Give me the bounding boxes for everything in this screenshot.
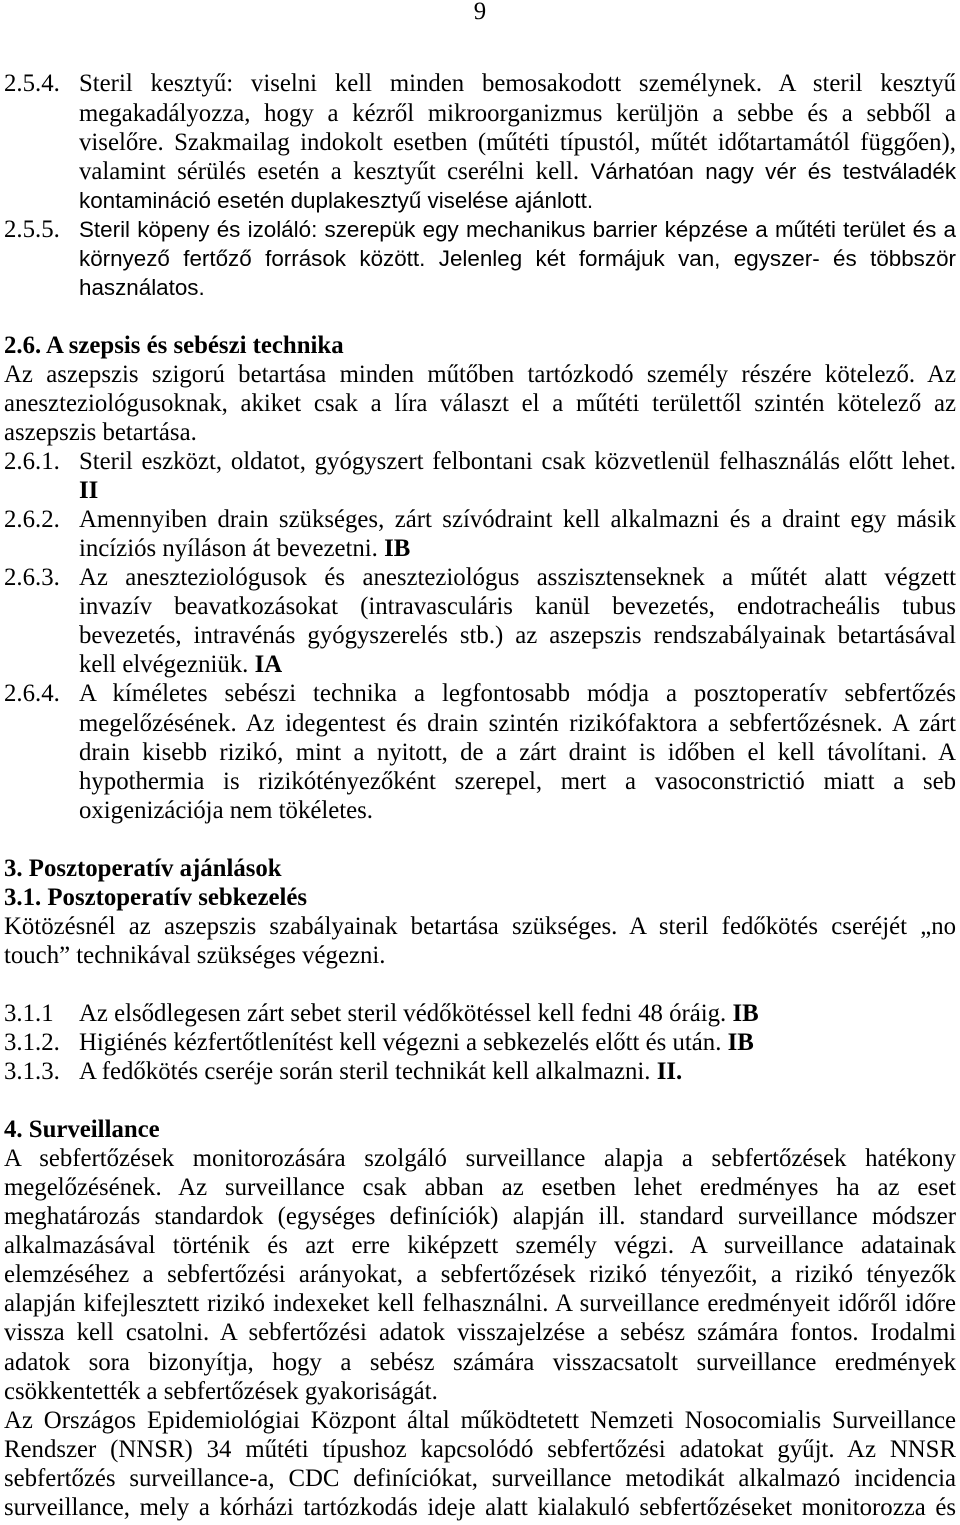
line-text: valamint sérülés esetén a kesztyűt cserélni kell. [79,157,580,185]
line-text: környező fertőző források között. Jelenleg két formájuk van, egyszer- és többször [79,245,956,271]
text-line [4,128,956,157]
line-text: invazív beavatkozásokat (intravasculáris kanül bevezetés, endotracheális tubus [79,593,956,621]
blank-line [4,302,956,331]
evidence-grade: IB [384,535,411,563]
line-text: Az aneszteziológusok és aneszteziológus asszisztenseknek a műtét alatt végzett [79,564,956,592]
line-text: kell elvégezniük. [79,651,249,679]
item-number: 2.5.5. [4,215,60,243]
text-line [4,1260,956,1289]
line-text: Várhatóan nagy vér és testváladék [590,158,957,184]
text-line [4,186,956,215]
line-text: alkalmazásával történik és azt erre kiképzett személy végzi. A surveillance adatainak [4,1232,956,1260]
evidence-grade: IB [727,1029,754,1057]
line-text: oxigenizációja nem tökéletes. [79,796,374,824]
line-text: incíziós nyíláson át bevezetni. [79,535,378,563]
text-line [4,1028,956,1057]
evidence-grade: II. [656,1058,683,1086]
line-text: Steril kesztyű: viselni kell minden bemosakodott személynek. A steril kesztyű [79,70,956,98]
text-line [4,796,956,825]
line-text: csökkentették a sebfertőzések gyakoriságát. [4,1377,438,1405]
text-line [4,534,956,563]
text-line [4,941,956,970]
text-line [4,883,956,912]
text-line [4,767,956,796]
page-number: 9 [473,0,487,25]
text-line [4,1144,956,1173]
line-text: drain kisebb rizikó, mint a nyitott, de a zárt draint is időben el kell távolítani. A [79,738,956,766]
evidence-grade: IA [254,651,283,679]
blank-line [4,825,956,854]
text-line [4,418,956,447]
line-text: használatos. [79,274,205,300]
text-line [4,1406,956,1435]
item-number: 2.5.4. [4,70,60,98]
line-text: Kötözésnél az aszepszis szabályainak betartása szükséges. A steril fedőkötés cseréjét „no [4,912,956,940]
line-text: Rendszer (NNSR) 34 műtéti típushoz kapcsolódó sebfertőzési adatokat gyűjt. Az NNSR [4,1435,956,1463]
line-text: aszepszis betartása. [4,419,197,447]
text-line [4,447,956,476]
text-line [4,650,956,679]
text-line [4,1173,956,1202]
item-number: 2.6.1. [4,448,60,476]
text-line [4,999,956,1028]
text-line [4,1057,956,1086]
text-line [4,157,956,186]
line-text: kontamináció esetén duplakesztyű viselése ajánlott. [79,187,594,213]
item-number: 2.6.3. [4,564,60,592]
line-text: alapján kifejlesztett rizikó indexeket kell felhasználni. A surveillance eredményeit időről időre [4,1290,956,1318]
line-text: sebfertőzés surveillance-a, CDC definíciókat, surveillance metodikát alkalmazó incidencia [4,1464,956,1492]
text-line [4,1348,956,1377]
item-number: 3.1.1 [4,999,54,1027]
line-text: megelőzésének. Az surveillance csak abban az esetben lehet eredményes ha az eset [4,1174,956,1202]
text-line [4,244,956,273]
evidence-grade: II [79,477,99,505]
item-number: 3.1.2. [4,1029,60,1057]
text-line [4,360,956,389]
text-line [4,1231,956,1260]
evidence-grade: IB [732,999,759,1027]
section-heading: 3. Posztoperatív ajánlások [4,854,282,882]
line-text: A fedőkötés cseréje során steril technikát kell alkalmazni. [79,1058,651,1086]
blank-line [4,970,956,999]
line-text: Az aszepszis szigorú betartása minden műtőben tartózkodó személy részére kötelező. Az [4,360,956,388]
text-line [4,854,956,883]
text-line [4,389,956,418]
line-text: A sebfertőzések monitorozására szolgáló surveillance alapja a sebfertőzések hatékony [4,1145,956,1173]
text-line [4,621,956,650]
text-line [4,1289,956,1318]
text-line [4,69,956,98]
line-text: Amennyiben drain szükséges, zárt szívódraint kell alkalmazni és a draint egy másik [79,506,956,534]
line-text: hypothermia is rizikótényezőként szerepel, mert a vasoconstrictió miatt a seb [79,767,956,795]
text-line [4,1464,956,1493]
text-line [4,476,956,505]
text-line [4,1115,956,1144]
text-line [4,563,956,592]
item-number: 2.6.4. [4,680,60,708]
line-text: adatok sora bizonyítja, hogy a sebész számára visszacsatolt surveillance eredmények [4,1348,956,1376]
line-text: megakadályozza, hogy a kézről mikroorganizmus kerüljön a sebbe és a sebből a [79,99,956,127]
item-number: 2.6.2. [4,506,60,534]
line-text: meghatározás standardok (egységes definíciók) alapján ill. standard surveillance módszer [4,1203,956,1231]
line-text: megelőzésének. Az idegentest és drain szintén rizikófaktora a sebfertőzésnek. A zárt [79,709,956,737]
text-line [4,273,956,302]
text-line [4,1318,956,1347]
text-line [4,912,956,941]
line-text: surveillance, mely a kórházi tartózkodás ideje alatt kialakuló sebfertőzéseket monitorozza és [4,1493,956,1521]
text-line [4,592,956,621]
blank-line [4,1086,956,1115]
line-text: viselőre. Szakmailag indokolt esetben (műtéti típustól, műtét időtartamától függően), [79,128,956,156]
line-text: A kíméletes sebészi technika a legfontosabb módja a posztoperatív sebfertőzés [79,680,956,708]
text-line [4,1493,956,1522]
text-line [4,738,956,767]
line-text: elemzéséhez a sebfertőzési arányokat, a sebfertőzések rizikó tényezőit, a rizikó tényezők [4,1261,956,1289]
text-line [4,505,956,534]
text-line [4,1377,956,1406]
line-text: Steril köpeny és izoláló: szerepük egy mechanikus barrier képzése a műtéti terület és a [79,216,956,242]
subsection-heading: 3.1. Posztoperatív sebkezelés [4,883,307,911]
text-line [4,215,956,244]
line-text: Steril eszközt, oldatot, gyógyszert felbontani csak közvetlenül felhasználás előtt lehet. [79,448,956,476]
item-number: 3.1.3. [4,1058,60,1086]
document-body [4,69,956,1521]
line-text: vissza kell csatolni. A sebfertőzési adatok visszajelzése a sebész számára fontos. Irodalmi [4,1319,956,1347]
line-text: Az elsődlegesen zárt sebet steril védőkötéssel kell fedni 48 óráig. [79,999,727,1027]
section-heading: 4. Surveillance [4,1116,160,1144]
text-line [4,1435,956,1464]
line-text: Higiénés kézfertőtlenítést kell végezni a sebkezelés előtt és után. [79,1029,722,1057]
text-line [4,99,956,128]
text-line [4,679,956,708]
text-line [4,331,956,360]
line-text: bevezetés, intravénás gyógyszerelés stb.) az aszepszis rendszabályainak betartásával [79,622,956,650]
section-heading: 2.6. A szepsis és sebészi technika [4,331,344,359]
text-line [4,1202,956,1231]
line-text: Az Országos Epidemiológiai Központ által működtetett Nemzeti Nosocomialis Surveillance [4,1406,956,1434]
line-text: aneszteziológusoknak, akiket csak a líra választ el a műtéti területtől szintén kötelező az [4,389,956,417]
text-line [4,709,956,738]
line-text: touch” technikával szükséges végezni. [4,941,386,969]
